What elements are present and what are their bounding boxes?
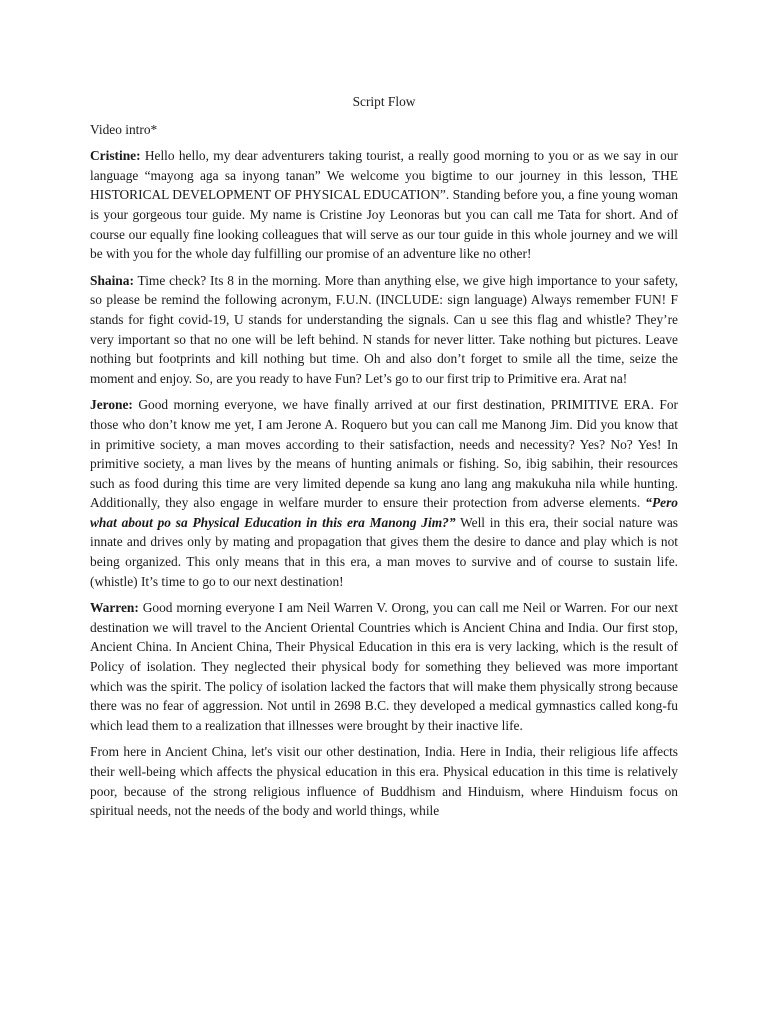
paragraph-text: Hello hello, my dear adventurers taking tourist, a really good morning to you or as we say in our language “mayong aga sa inyong tanan” We welcome you bigtime to our journey in this lesson, THE HISTORICAL DEVELOPMENT OF PHYSICAL EDUCATION”. Standing before you, a fine young woman is your gorgeous tour guide. My name is Cristine Joy Leonoras but you can call me Tata for short. And of course our equally fine looking colleagues that will serve as our tour guide in this whole journey and we will be with you for the whole day fulfilling our promise of an adventure like no other! xyxy=(90,148,678,262)
document-title: Script Flow xyxy=(352,94,416,109)
paragraph-text: Good morning everyone, we have finally arrived at our first destination, PRIMITIVE ERA. For those who don’t know me yet, I am Jerone A. Roquero but you can call me Manong Jim. Did you know that in primitive society, a man moves according to their satisfaction, needs and necessity? Yes? No? Yes! In primitive society, a man lives by the means of hunting animals or fishing. So, ibig sabihin, their resources such as food during this time are very limited depende sa kung ano lang ang makukuha nila while hunting. Additionally, they also engage in welfare murder to ensure their protection from adverse elements. xyxy=(90,397,678,511)
speaker-name: Shaina: xyxy=(90,272,134,288)
paragraph-cristine xyxy=(90,146,678,264)
paragraph-text: Well in this era, their social nature was innate and drives only by mating and propagation that gives them the desire to dance and play which is not being organized. This only means that in this era, a man moves to survive and of course to sustain life. (whistle) It’s time to go to our next destination! xyxy=(90,514,678,589)
paragraph-text: From here in Ancient China, let's visit our other destination, India. Here in India, their religious life affects their well-being which affects the physical education in this era. Physical education in this time is relatively poor, because of the strong religious influence of Buddhism and Hinduism, where Hinduism focus on spiritual needs, not the needs of the body and world things, while xyxy=(90,744,678,819)
paragraph-shaina xyxy=(90,271,678,389)
speaker-name: Cristine: xyxy=(90,148,141,164)
paragraph-india xyxy=(90,742,678,820)
paragraph-jerone xyxy=(90,395,678,591)
speaker-name: Jerone: xyxy=(90,397,133,413)
paragraph-text: Time check? Its 8 in the morning. More than anything else, we give high importance to your safety, so please be remind the following acronym, F.U.N. (INCLUDE: sign language) Always remember FUN! F stands for fight covid-19, U stands for understanding the signals. Can u see this flag and whistle? They’re very important so that no one will be left behind. N stands for never litter. Take nothing but pictures. Leave nothing but footprints and kill nothing but time. Oh and also don’t forget to smile all the time, seize the moment and enjoy. So, are you ready to have Fun? Let’s go to our first trip to Primitive era. Arat na! xyxy=(90,272,678,386)
video-intro-label: Video intro* xyxy=(90,121,158,137)
paragraph-warren xyxy=(90,598,678,735)
emphasized-question: “Pero what about po sa Physical Education in this era Manong Jim?” xyxy=(90,495,678,530)
speaker-name: Warren: xyxy=(90,600,139,616)
paragraph-text: Good morning everyone I am Neil Warren V. Orong, you can call me Neil or Warren. For our next destination we will travel to the Ancient Oriental Countries which is Ancient China and India. Our first stop, Ancient China. In Ancient China, Their Physical Education in this era is very lacking, which is the result of Policy of isolation. They neglected their physical body for something they believed was more important which was the spirit. The policy of isolation lacked the factors that will make them physically strong because there was no fear of aggression. Not until in 2698 B.C. they developed a medical gymnastics called kong-fu which lead them to a realization that illnesses were brought by their inactive life. xyxy=(90,600,678,733)
